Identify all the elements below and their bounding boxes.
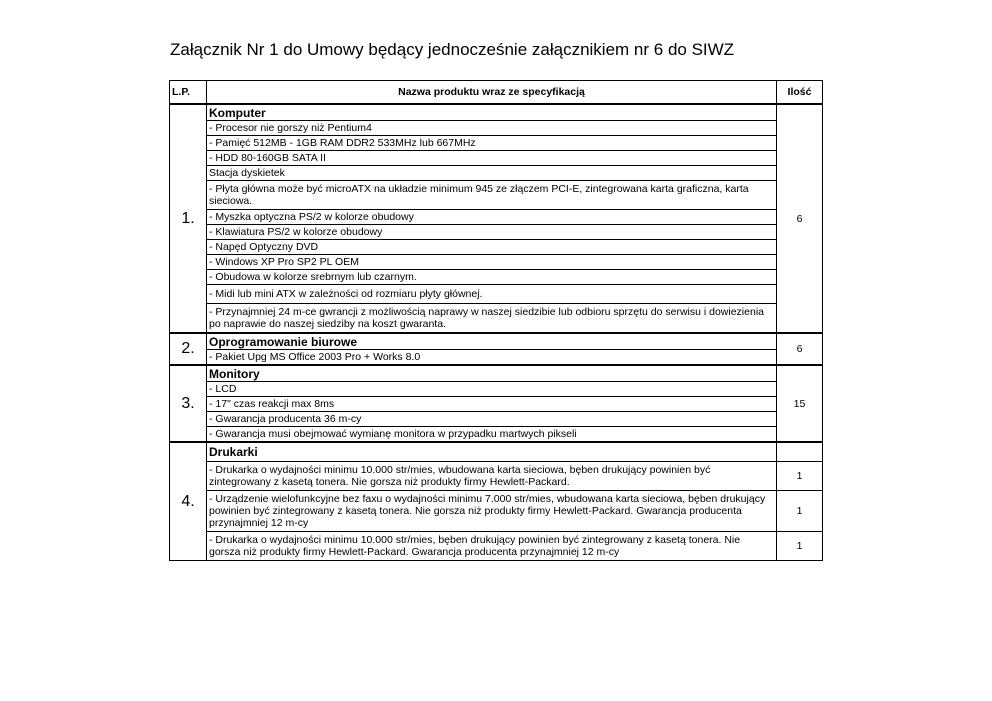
group-number: 3. bbox=[170, 365, 207, 442]
table-row bbox=[170, 412, 823, 427]
table-row bbox=[170, 270, 823, 285]
header-name: Nazwa produktu wraz ze specyfikacją bbox=[207, 81, 777, 105]
item-quantity: 1 bbox=[777, 491, 823, 532]
group-quantity: 6 bbox=[777, 104, 823, 333]
spec-item: - Procesor nie gorszy niż Pentium4 bbox=[207, 121, 777, 136]
table-row bbox=[170, 104, 823, 121]
table-row bbox=[170, 427, 823, 443]
group-heading: Oprogramowanie biurowe bbox=[207, 333, 777, 350]
group-quantity: 15 bbox=[777, 365, 823, 442]
group-quantity-empty bbox=[777, 442, 823, 462]
specification-table bbox=[169, 80, 823, 561]
table-row bbox=[170, 166, 823, 181]
table-row bbox=[170, 442, 823, 462]
item-quantity: 1 bbox=[777, 532, 823, 561]
group-number: 2. bbox=[170, 333, 207, 365]
spec-item: - LCD bbox=[207, 382, 777, 397]
table-row bbox=[170, 491, 823, 532]
spec-item: - 17" czas reakcji max 8ms bbox=[207, 397, 777, 412]
spec-item: - Obudowa w kolorze srebrnym lub czarnym. bbox=[207, 270, 777, 285]
spec-item: - Gwarancja musi obejmować wymianę monitora w przypadku martwych pikseli bbox=[207, 427, 777, 443]
table-row bbox=[170, 462, 823, 491]
group-number: 4. bbox=[170, 442, 207, 561]
spec-item: - Myszka optyczna PS/2 w kolorze obudowy bbox=[207, 210, 777, 225]
group-heading: Drukarki bbox=[207, 442, 777, 462]
header-lp: L.P. bbox=[170, 81, 207, 105]
spec-item: - Pamięć 512MB - 1GB RAM DDR2 533MHz lub 667MHz bbox=[207, 136, 777, 151]
table-row bbox=[170, 121, 823, 136]
table-row bbox=[170, 210, 823, 225]
header-qty: Ilość bbox=[777, 81, 823, 105]
spec-item: - Drukarka o wydajności minimu 10.000 str/mies, wbudowana karta sieciowa, bęben drukujący powinien być zintegrowany z kasetą tonera. Nie gorsza niż produkty firmy Hewlett-Packard. bbox=[207, 462, 777, 491]
table-row bbox=[170, 151, 823, 166]
spec-item: - Urządzenie wielofunkcyjne bez faxu o wydajności minimu 7.000 str/mies, wbudowana karta sieciowa, bęben drukujący powinien być zintegrowany z kasetą tonera. Nie gorsza niż produkty firmy Hewlett-Packard. Gwarancja producenta przynajmniej 12 m-cy bbox=[207, 491, 777, 532]
spec-item: - Gwarancja producenta 36 m-cy bbox=[207, 412, 777, 427]
table-row bbox=[170, 350, 823, 366]
group-number: 1. bbox=[170, 104, 207, 333]
spec-item: - Płyta główna może być microATX na układzie minimum 945 ze złączem PCI-E, zintegrowana karta graficzna, karta sieciowa. bbox=[207, 181, 777, 210]
document-title: Załącznik Nr 1 do Umowy będący jednocześnie załącznikiem nr 6 do SIWZ bbox=[170, 40, 735, 59]
group-heading: Monitory bbox=[207, 365, 777, 382]
table-row bbox=[170, 333, 823, 350]
spec-item: Stacja dyskietek bbox=[207, 166, 777, 181]
spec-item: - Drukarka o wydajności minimu 10.000 str/mies, bęben drukujący powinien być zintegrowany z kasetą tonera. Nie gorsza niż produkty firmy Hewlett-Packard. Gwarancja producenta przynajmniej 12 m-cy bbox=[207, 532, 777, 561]
item-quantity: 1 bbox=[777, 462, 823, 491]
table-row bbox=[170, 240, 823, 255]
table-header-row bbox=[170, 81, 823, 105]
table-row bbox=[170, 181, 823, 210]
spec-item: - Pakiet Upg MS Office 2003 Pro + Works 8.0 bbox=[207, 350, 777, 366]
table-row bbox=[170, 397, 823, 412]
group-heading: Komputer bbox=[207, 104, 777, 121]
table-row bbox=[170, 365, 823, 382]
table-row bbox=[170, 382, 823, 397]
table-row bbox=[170, 285, 823, 304]
table-row bbox=[170, 255, 823, 270]
spec-item: - Napęd Optyczny DVD bbox=[207, 240, 777, 255]
spec-item: - Midi lub mini ATX w zależności od rozmiaru płyty głównej. bbox=[207, 285, 777, 304]
spec-item: - Przynajmniej 24 m-ce gwrancji z możliwością naprawy w naszej siedzibie lub odbioru sprzętu do serwisu i dowiezienia po naprawie do naszej siedziby na koszt gwaranta. bbox=[207, 304, 777, 334]
spec-item: - Klawiatura PS/2 w kolorze obudowy bbox=[207, 225, 777, 240]
spec-item: - HDD 80-160GB SATA II bbox=[207, 151, 777, 166]
table-row bbox=[170, 304, 823, 334]
spec-item: - Windows XP Pro SP2 PL OEM bbox=[207, 255, 777, 270]
table-row bbox=[170, 225, 823, 240]
table-row bbox=[170, 532, 823, 561]
table-row bbox=[170, 136, 823, 151]
group-quantity: 6 bbox=[777, 333, 823, 365]
